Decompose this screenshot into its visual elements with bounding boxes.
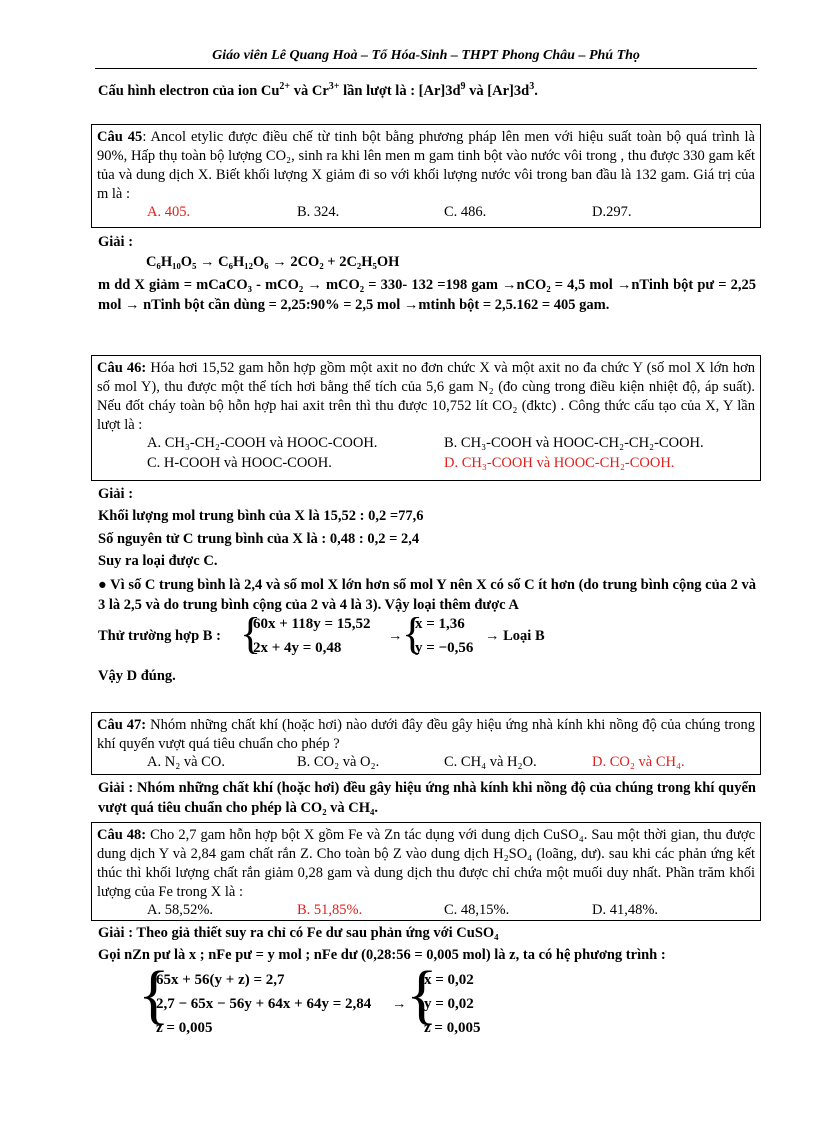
- option-a[interactable]: A. CH₃-CH₂-COOH và HOOC-COOH.: [147, 435, 378, 451]
- q46-line-3: Suy ra loại được C.: [98, 553, 218, 569]
- question-46-text: Câu 46: Hóa hơi 15,52 gam hỗn hợp gồm một axit no đơn chức X và một axit no đa chức Y (số mol X lớn hơn số mol Y), thu được một thể tích hơi bằng thể tích của 5,6 gam N₂ (đo cùng trong điều kiện nhiệt độ, áp suất). Nếu đốt cháy toàn bộ hỗn hợp hai axit trên thì thu được 10,752 lít CO₂ (đktc) . Công thức cấu tạo của X, Y lần lượt là :: [97, 360, 755, 433]
- q46-result-1: x = 1,36: [415, 616, 465, 632]
- question-48-text: Câu 48: Cho 2,7 gam hỗn hợp bột X gồm Fe và Zn tác dụng với dung dịch CuSO₄. Sau một thời gian, thu được dung dịch Y và 2,84 gam chất rắn Z. Cho toàn bộ Z vào dung dịch H₂SO₄ (loãng, dư). sau khi các phản ứng kết thúc thì khối lượng chất rắn giảm 0,28 gam và dung dịch thu được chỉ chứa một muối duy nhất. Phần trăm khối lượng của Fe trong X là :: [97, 827, 756, 900]
- arrow-icon: →: [388, 628, 403, 644]
- option-b[interactable]: B. CO₂ và O₂.: [297, 754, 380, 770]
- question-48-box: [91, 822, 761, 921]
- q45-solution: m dd X giảm = mCaCO₃ - mCO₂ → mCO₂ = 330- 132 =198 gam →nCO₂ = 4,5 mol →nTinh bột pư = 2,25 mol → nTinh bột cần dùng = 2,25:90% = 2,5 mol →mtinh bột = 2,5.162 = 405 gam.: [98, 277, 756, 313]
- q48-eq-2: 2,7 − 65x − 56y + 64x + 64y = 2,84: [156, 996, 372, 1012]
- q46-line-2: Số nguyên tử C trung bình của X là : 0,48 : 0,2 = 2,4: [98, 531, 420, 547]
- header-divider: [95, 68, 757, 69]
- option-a[interactable]: A. N₂ và CO.: [147, 754, 225, 770]
- option-d[interactable]: D. CH₃-COOH và HOOC-CH₂-COOH.: [444, 455, 675, 471]
- option-d[interactable]: D. 41,48%.: [592, 902, 659, 918]
- q48-solution-label: Giải : Theo giả thiết suy ra chỉ có Fe dư sau phản ứng với CuSO₄: [98, 925, 499, 941]
- option-c[interactable]: C. 48,15%.: [444, 902, 510, 918]
- q46-line-1: Khối lượng mol trung bình của X là 15,52 : 0,2 =77,6: [98, 508, 424, 524]
- q46-result-2: y = −0,56: [415, 640, 474, 656]
- arrow-icon: →: [392, 996, 407, 1012]
- option-d[interactable]: D.297.: [592, 204, 632, 220]
- question-45-options: [97, 204, 755, 224]
- q45-equation: C₆H₁₀O₅ → C₆H₁₂O₆ → 2CO₂ + 2C₂H₅OH: [146, 254, 400, 270]
- q47-solution: Giải : Nhóm những chất khí (hoặc hơi) đều gây hiệu ứng nhà kính khi nồng độ của chúng trong khí quyển vượt quá tiêu chuẩn cho phép là CO₂ và CH₄.: [98, 780, 756, 816]
- q46-solution-label: Giải :: [98, 486, 134, 502]
- question-45-text: Câu 45: Ancol etylic được điều chế từ tinh bột bằng phương pháp lên men với hiệu suất toàn bộ quá trình là 90%, Hấp thụ toàn bộ lượng CO₂, sinh ra khi lên men m gam tinh bột vào nước vôi trong , thu được 330 gam kết tủa và dung dịch X. Biết khối lượng X giảm đi so với khối lượng nước vôi trong ban đầu là 132 gam. Giá trị của m là :: [97, 129, 755, 202]
- left-brace: {: [406, 958, 438, 1031]
- intro-line: Cấu hình electron của ion $Cu^{2+}$ và $Cr^{3+}$ lần lượt là : $[Ar]3d^9$ và $[Ar]3d^3$.: [98, 81, 538, 99]
- q45-solution-label: Giải :: [98, 234, 134, 250]
- option-c[interactable]: C. CH₄ và H₂O.: [444, 754, 537, 770]
- q48-result-1: x = 0,02: [424, 972, 474, 988]
- option-d[interactable]: D. CO₂ và CH₄.: [592, 754, 685, 770]
- option-c[interactable]: C. H-COOH và HOOC-COOH.: [147, 455, 332, 471]
- option-a[interactable]: A. 58,52%.: [147, 902, 214, 918]
- q48-result-2: y = 0,02: [424, 996, 474, 1012]
- q48-eq-3: z = 0,005: [156, 1020, 213, 1036]
- question-45-box: [91, 124, 761, 228]
- option-a[interactable]: A. 405.: [147, 204, 191, 220]
- q48-eq-1: 65x + 56(y + z) = 2,7: [156, 972, 285, 988]
- q46-line-4: ● Vì số C trung bình là 2,4 và số mol X lớn hơn số mol Y nên X có số C ít hơn (do trung bình cộng của 2 và 3 là 2,5 và do trung bình cộng của 2 và 4 là 3). Vậy loại thêm được A: [98, 577, 756, 613]
- page-header: Giáo viên Lê Quang Hoà – Tổ Hóa-Sinh – THPT Phong Châu – Phú Thọ: [212, 48, 640, 63]
- left-brace: {: [138, 958, 170, 1031]
- question-46-options-row1: [97, 435, 755, 455]
- q46-conclusion: Vậy D đúng.: [98, 668, 176, 684]
- option-c[interactable]: C. 486.: [444, 204, 487, 220]
- option-b[interactable]: B. 324.: [297, 204, 340, 220]
- option-b[interactable]: B. 51,85%.: [297, 902, 363, 918]
- q48-setup: Gọi nZn pư là x ; nFe pư = y mol ; nFe dư (0,28:56 = 0,005 mol) là z, ta có hệ phương trình :: [98, 947, 666, 963]
- question-46-options-row2: [97, 455, 755, 475]
- q46-eq-2: 2x + 4y = 0,48: [253, 640, 342, 656]
- q46-case-conclusion: → Loại B: [485, 628, 545, 644]
- q48-result-3: z = 0,005: [424, 1020, 481, 1036]
- q46-eq-1: 60x + 118y = 15,52: [253, 616, 371, 632]
- q46-case-label: Thử trường hợp B :: [98, 628, 221, 644]
- question-48-options: [97, 902, 755, 922]
- left-brace: {: [402, 609, 424, 658]
- left-brace: {: [240, 609, 262, 658]
- question-46-box: [91, 355, 761, 481]
- question-47-text: Câu 47: Nhóm những chất khí (hoặc hơi) nào dưới đây đều gây hiệu ứng nhà kính khi nồng độ của chúng trong khí quyển vượt quá tiêu chuẩn cho phép ?: [97, 717, 755, 752]
- option-b[interactable]: B. CH₃-COOH và HOOC-CH₂-CH₂-COOH.: [444, 435, 704, 451]
- question-47-box: [91, 712, 761, 775]
- question-47-options: [97, 754, 755, 774]
